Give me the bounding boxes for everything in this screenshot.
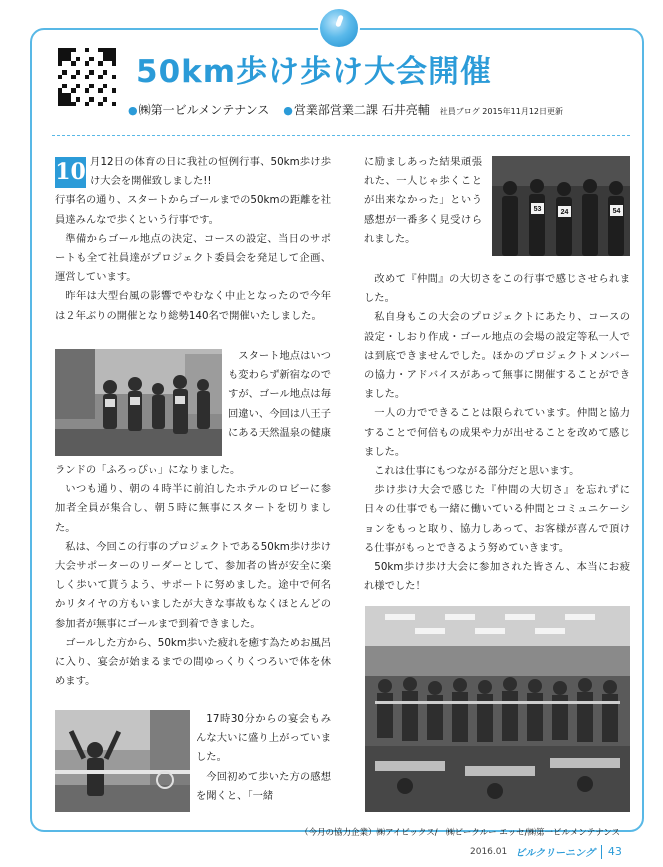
- byline-author: 営業部営業二課 石井亮輔: [293, 103, 430, 117]
- magazine-brand: ビルクリーニング: [515, 848, 595, 859]
- byline: [128, 101, 563, 118]
- paragraph: 行事名の通り、スタートからゴールまでの50kmの距離を社員達みんなで歩くという行事です。: [55, 194, 332, 226]
- footer-bar: [470, 844, 622, 859]
- qr-code: [58, 48, 116, 106]
- paragraph: 月12日の体育の日に我社の恒例行事、50km歩け歩け大会を開催致しました!!: [90, 156, 331, 188]
- bib-number-label: 53: [533, 206, 542, 213]
- photo-start-point: [55, 349, 222, 456]
- paragraph: 改めて『仲間』の大切さをこの行事で感じさせられました。: [364, 273, 630, 305]
- bullet-icon: ●: [283, 104, 293, 117]
- paragraph: 17時30分からの宴会もみんな大いに盛り上がっていました。: [196, 713, 331, 764]
- paragraph: 準備からゴール地点の決定、コースの設定、当日のサポートも全て社員達がプロジェクト委員会を発足して企画、運営しています。: [55, 232, 331, 284]
- bib-number-label: 54: [612, 208, 621, 215]
- paragraph: これは仕事にもつながる部分だと思います。: [374, 465, 580, 478]
- paragraph: に励ましあった結果頑張れた、一人じゃ歩くことが出来なかった」という感想が一番多く見受けられました。: [364, 156, 482, 245]
- footer-credit: （今月の協力企業）㈱アイビックス/ ㈱ビークルー エッセ/㈱第一ビルメンテナンス: [300, 828, 621, 838]
- left-column-beside-photo2: [196, 710, 331, 806]
- byline-company: ㈱第一ビルメンテナンス: [138, 103, 270, 117]
- right-column-body: [364, 270, 630, 596]
- left-column-top: [55, 153, 331, 326]
- right-column-beside-photo3: [364, 153, 482, 249]
- paragraph: 50km歩け歩け大会に参加された皆さん、本当にお疲れ様でした！: [364, 561, 630, 593]
- paragraph: 私は、今回この行事のプロジェクトである50km歩け歩け大会サポーターのリーダーとして、参加者の皆が安全に楽しく歩いて貰うよう、サポートに努めました。途中で何名かリタイヤの方もいましたが大きな事故もなくほとんどの参加者が無事にゴールまで到着できました。: [55, 540, 332, 630]
- left-column-middle: [55, 461, 331, 691]
- header-divider: [52, 135, 630, 136]
- paragraph: 一人の力でできることは限られています。仲間と協力することで何倍もの成果や力が出せることを改めて感じました。: [364, 407, 630, 458]
- paragraph: 私自身もこの大会のプロジェクトにあたり、コースの設定・しおり作成・ゴール地点の会場の設定等私一人では到底できませんでした。ほかのプロジェクトメンバーの協力・アドバイスがあって無事に開催することができました。: [364, 311, 630, 401]
- byline-blog-date: 社員ブログ 2015年11月12日更新: [439, 107, 563, 116]
- left-column-beside-photo1: [228, 347, 331, 443]
- page-number: 43: [607, 845, 622, 858]
- drop-number: 10: [55, 157, 86, 188]
- footer-separator: [601, 845, 602, 859]
- paragraph: 今回初めて歩いた方の感想を聞くと、「一緒: [196, 770, 331, 802]
- paragraph: ゴールした方から、50km歩いた疲れを癒す為ためお風呂に入り、宴会が始まるまでの間ゆっくりくつろいで体を休めます。: [55, 636, 332, 688]
- photo-banquet: [365, 606, 630, 812]
- bullet-icon: ●: [128, 104, 138, 117]
- photo-goal: [55, 710, 190, 812]
- paragraph: ランドの「ふろっぴぃ」になりました。: [55, 464, 241, 476]
- paragraph: いつも通り、朝の４時半に前泊したホテルのロビーに参加者全員が集合し、朝５時に無事にスタートを切りました。: [55, 483, 331, 534]
- paragraph: 昨年は大型台風の影響でやむなく中止となったので今年は２年ぶりの開催となり総勢140名で開催いたしました。: [55, 290, 331, 322]
- paragraph: 歩け歩け大会で感じた『仲間の大切さ』を忘れずに日々の仕事でも一緒に働いている仲間とコミュニケーションをもっと取り、協力しあって、お客様が喜んで頂ける仕事がもっとできるよう努めていきます。: [364, 484, 630, 554]
- drop-ornament-icon: [318, 7, 360, 49]
- issue-date: 2016.01: [470, 846, 508, 857]
- bib-number-label: 24: [560, 209, 569, 216]
- paragraph: スタート地点はいつも変わらず新宿なのですが、ゴール地点は毎回違い、今回は八王子にある天然温泉の健康: [228, 350, 331, 439]
- article-title: 50km歩け歩け大会開催: [136, 54, 493, 90]
- photo-participants: [492, 156, 630, 256]
